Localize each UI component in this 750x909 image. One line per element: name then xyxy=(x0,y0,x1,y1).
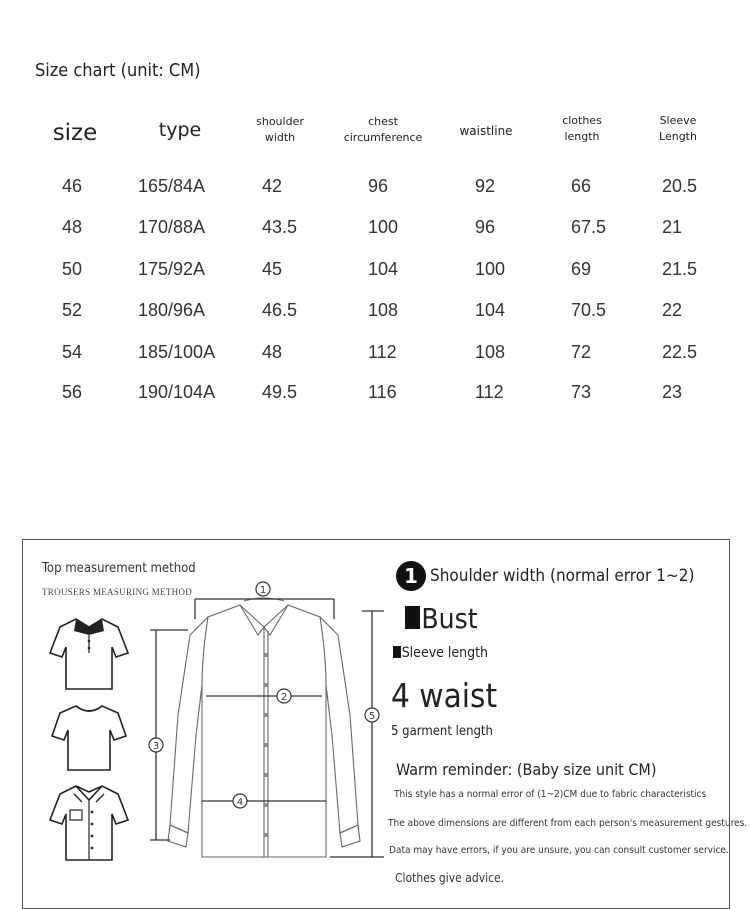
tshirt-icon xyxy=(48,700,130,776)
marker-bust-label: 2 xyxy=(280,692,288,703)
table-cell-size: 48 xyxy=(62,217,83,237)
table-cell-chest: 112 xyxy=(368,342,397,362)
header-waistline: waistline xyxy=(459,124,513,138)
warm-reminder-title: Warm reminder: (Baby size unit CM) xyxy=(396,760,657,779)
legend-waist: 4 waist xyxy=(391,676,498,715)
header-length-line1: clothes xyxy=(562,114,602,127)
note-measurement-difference: The above dimensions are different from each person's measurement gestures. xyxy=(388,818,748,829)
table-cell-chest: 116 xyxy=(368,382,397,402)
missing-glyph-icon xyxy=(405,606,420,630)
header-type: type xyxy=(158,119,202,141)
table-cell-type: 175/92A xyxy=(138,259,206,279)
table-cell-length: 70.5 xyxy=(571,300,607,320)
table-cell-length: 73 xyxy=(571,382,592,402)
legend-sleeve-length xyxy=(393,645,488,661)
method-title: Top measurement method xyxy=(42,561,196,576)
table-cell-waist: 92 xyxy=(475,176,496,196)
table-cell-size: 50 xyxy=(62,259,83,279)
table-cell-shoulder: 45 xyxy=(262,259,283,279)
table-cell-length: 69 xyxy=(571,259,592,279)
header-sleeve-length xyxy=(633,113,723,145)
marker-shoulder-label: 1 xyxy=(259,585,267,596)
table-cell-shoulder: 46.5 xyxy=(262,300,298,320)
table-cell-type: 185/100A xyxy=(138,342,216,362)
header-sleeve-line2: Length xyxy=(659,130,697,143)
table-cell-length: 66 xyxy=(571,176,592,196)
table-cell-type: 180/96A xyxy=(138,300,206,320)
table-cell-type: 165/84A xyxy=(138,176,206,196)
table-cell-waist: 112 xyxy=(475,382,504,402)
table-cell-shoulder: 48 xyxy=(262,342,283,362)
table-cell-waist: 96 xyxy=(475,217,496,237)
table-cell-sleeve: 21.5 xyxy=(662,259,698,279)
table-cell-chest: 104 xyxy=(368,259,399,279)
table-cell-waist: 108 xyxy=(475,342,506,362)
table-cell-size: 52 xyxy=(62,300,83,320)
polo-shirt-icon xyxy=(46,613,132,695)
legend-garment-length: 5 garment length xyxy=(391,724,493,739)
header-chest-line1: chest xyxy=(368,115,398,128)
button-shirt-icon xyxy=(46,780,132,866)
header-chest-line2: circumference xyxy=(343,131,423,144)
long-sleeve-shirt-diagram xyxy=(140,575,390,865)
legend-bust-label: Bust xyxy=(421,602,478,635)
table-cell-size: 46 xyxy=(62,176,83,196)
table-cell-length: 67.5 xyxy=(571,217,607,237)
chart-title: Size chart (unit: CM) xyxy=(35,60,201,81)
table-cell-length: 72 xyxy=(571,342,592,362)
table-cell-shoulder: 43.5 xyxy=(262,217,298,237)
header-chest xyxy=(338,114,428,146)
table-cell-sleeve: 22.5 xyxy=(662,342,698,362)
table-cell-sleeve: 23 xyxy=(662,382,683,402)
table-cell-shoulder: 42 xyxy=(262,176,283,196)
note-clothes-advice: Clothes give advice. xyxy=(395,871,505,885)
marker-sleeve-label: 3 xyxy=(152,741,160,752)
header-clothes-length xyxy=(537,113,627,145)
header-shoulder-line1: shoulder xyxy=(256,115,304,128)
note-fabric-error: This style has a normal error of (1~2)CM due to fabric characteristics xyxy=(394,789,707,800)
marker-length-label: 5 xyxy=(368,711,376,722)
table-cell-shoulder: 49.5 xyxy=(262,382,298,402)
table-cell-sleeve: 22 xyxy=(662,300,683,320)
table-cell-type: 170/88A xyxy=(138,217,206,237)
table-cell-chest: 108 xyxy=(368,300,399,320)
header-length-line2: length xyxy=(564,130,600,143)
header-sleeve-line1: Sleeve xyxy=(659,114,697,127)
legend-sleeve-label: Sleeve length xyxy=(401,645,489,661)
legend-bust xyxy=(405,602,478,635)
note-customer-service: Data may have errors, if you are unsure, you can consult customer service. xyxy=(389,845,729,856)
header-shoulder-line2: width xyxy=(264,131,296,144)
number-one-badge-icon: 1 xyxy=(396,561,426,591)
header-size: size xyxy=(52,120,98,146)
table-cell-waist: 104 xyxy=(475,300,506,320)
table-cell-chest: 96 xyxy=(368,176,389,196)
table-cell-type: 190/104A xyxy=(138,382,216,402)
marker-waist-label: 4 xyxy=(236,797,244,808)
header-shoulder-width xyxy=(235,114,325,146)
method-subtitle: TROUSERS MEASURING METHOD xyxy=(42,587,193,597)
table-cell-size: 56 xyxy=(62,382,83,402)
legend-shoulder-width: Shoulder width (normal error 1~2) xyxy=(430,566,695,586)
table-cell-waist: 100 xyxy=(475,259,506,279)
table-cell-sleeve: 20.5 xyxy=(662,176,698,196)
table-cell-size: 54 xyxy=(62,342,83,362)
table-cell-chest: 100 xyxy=(368,217,399,237)
missing-glyph-icon xyxy=(393,646,401,658)
table-cell-sleeve: 21 xyxy=(662,217,683,237)
